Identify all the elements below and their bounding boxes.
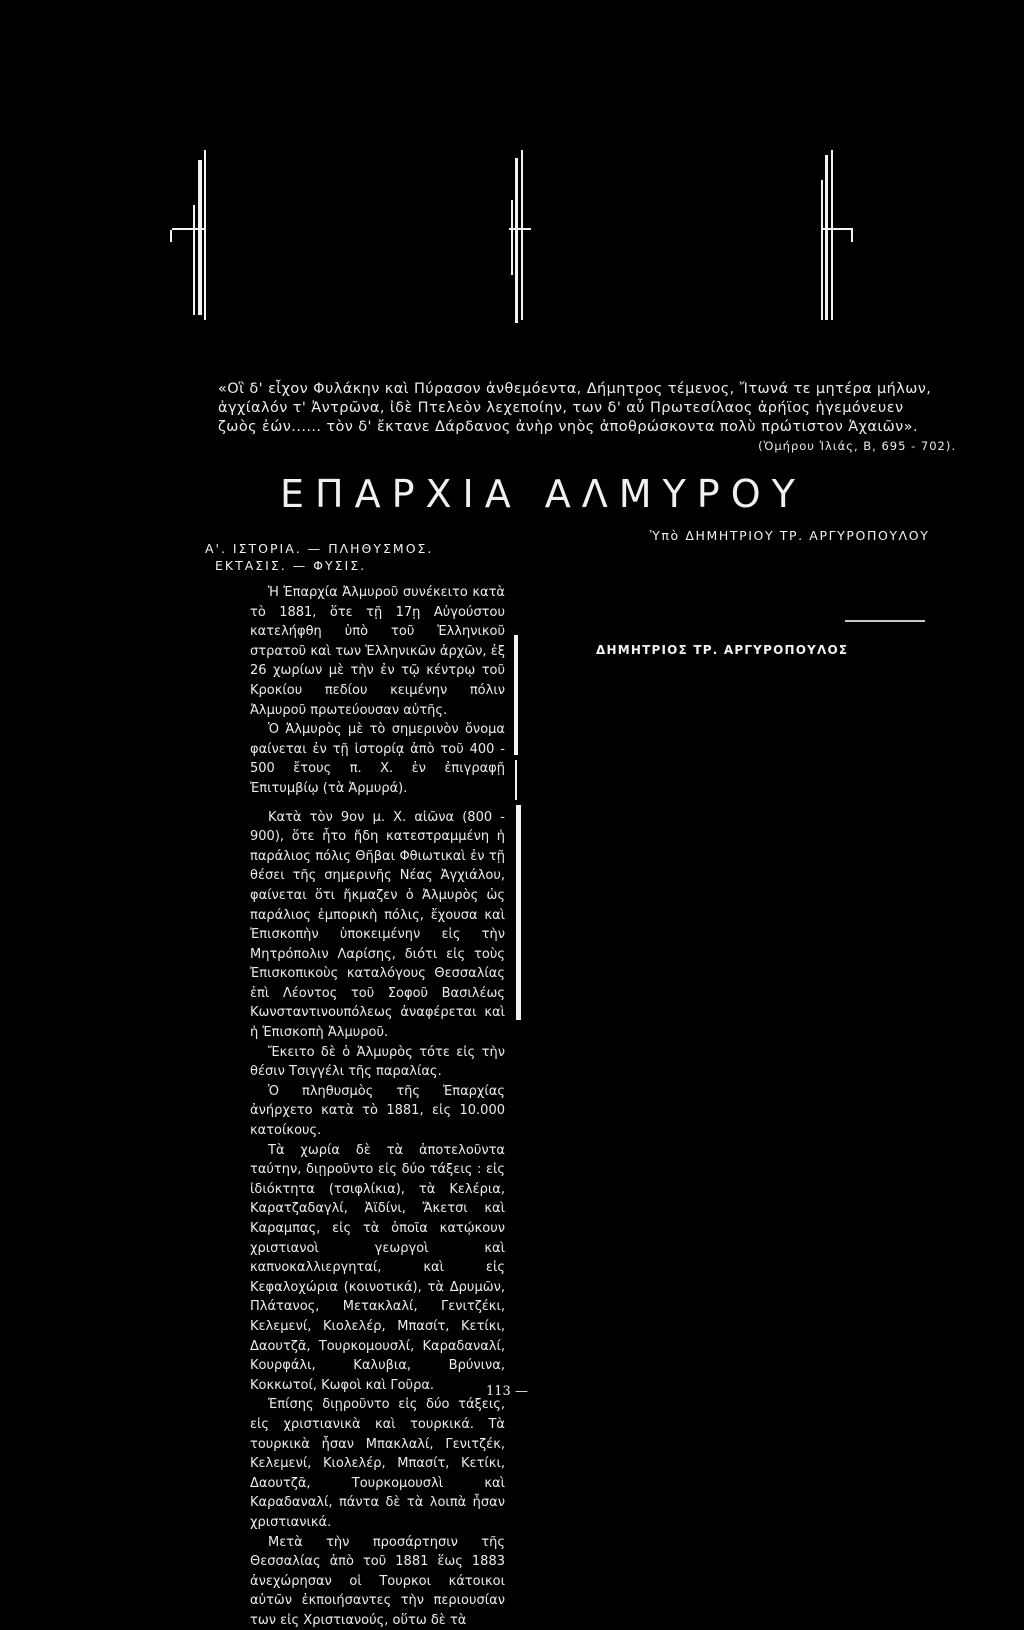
- section-heading-line-1: Α'. ΙΣΤΟΡΙΑ. — ΠΛΗΘΥΣΜΟΣ.: [205, 540, 433, 557]
- paragraph: Κατὰ τὸν 9ον μ. Χ. αἰῶνα (800 - 900), ὅτε ἦτο ἤδη κατεστραμμένη ἡ παράλιος πόλις Θῆβαι Φθιωτικαὶ ἐν τῇ θέσει τῆς σημερινῆς Νέας Ἀγχιάλου, φαίνεται ὅτι ἤκμαζεν ὁ Ἀλμυρὸς ὡς παράλιος ἐμπορικὴ πόλις, ἔχουσα καὶ Ἐπισκοπὴν ὑποκειμένην εἰς τὴν Μητρόπολιν Λαρίσης, διότι εἰς τοὺς Ἐπισκοπικοὺς καταλόγους Θεσσαλίας ἐπὶ Λέοντος τοῦ Σοφοῦ Βασιλέως Κωνσταντινουπόλεως ἀναφέρεται καὶ ἡ Ἐπισκοπὴ Ἀλμυροῦ.: [250, 808, 505, 1043]
- section-heading: [205, 540, 433, 574]
- epigraph-source: (Ὁμήρου Ἰλιάς, Β, 695 - 702).: [758, 437, 956, 456]
- paragraph: Ἔκειτο δὲ ὁ Ἀλμυρὸς τότε εἰς τὴν θέσιν Τσιγγέλι τῆς παραλίας.: [250, 1043, 505, 1082]
- paragraph: Ἐπίσης διῃροῦντο εἰς δύο τάξεις, εἰς χριστιανικὰ καὶ τουρκικά. Τὰ τουρκικὰ ἦσαν Μπακλαλί, Γενιτζέκ, Κελεμενί, Κιολελέρ, Μπασίτ, Κετίκι, Δαουτζᾶ, Τουρκομουσλὶ καὶ Καραδαναλί, πάντα δὲ τὰ λοιπὰ ἦσαν χριστιανικά.: [250, 1395, 505, 1532]
- column-ornament-center: [505, 150, 535, 325]
- paragraph: Ὁ πληθυσμὸς τῆς Ἐπαρχίας ἀνήρχετο κατὰ τὸ 1881, εἰς 10.000 κατοίκους.: [250, 1082, 505, 1141]
- author-signature: ΔΗΜΗΤΡΙΟΣ ΤΡ. ΑΡΓΥΡΟΠΟΥΛΟΣ: [596, 643, 848, 657]
- column-ornament-right: [815, 150, 855, 325]
- page-number: 113 —: [486, 1384, 528, 1399]
- epigraph-line: ἀγχίαλόν τ' Ἀντρῶνα, ἰδὲ Πτελεὸν λεχεποίην, των δ' αὖ Πρωτεσίλαος ἀρήϊος ἡγεμόνευεν: [218, 399, 978, 418]
- paragraph: Ἡ Ἐπαρχία Ἀλμυροῦ συνέκειτο κατὰ τὸ 1881, ὅτε τῇ 17ῃ Αὐγούστου κατελήφθη ὑπὸ τοῦ Ἑλληνικοῦ στρατοῦ καὶ των Ἑλληνικῶν ἀρχῶν, ἐξ 26 χωρίων μὲ τὴν ἐν τῷ κέντρῳ τοῦ Κροκίου πεδίου κειμένην πόλιν Ἀλμυροῦ πρωτεύουσαν αὐτῆς.: [250, 583, 505, 720]
- paragraph: Μετὰ τὴν προσάρτησιν τῆς Θεσσαλίας ἀπὸ τοῦ 1881 ἕως 1883 ἀνεχώρησαν οἱ Τουρκοι κάτοικοι αὐτῶν ἐκποιήσαντες τὴν περιουσίαν των εἰς Χριστιανούς, οὕτω δὲ τὰ: [250, 1533, 505, 1630]
- column-divider: [512, 635, 522, 1020]
- epigraph-line: ζωὸς ἐών...... τὸν δ' ἔκτανε Δάρδανος ἀνὴρ νηὸς ἀποθρώσκοντα πολὺ πρώτιστον Ἀχαιῶν».: [218, 418, 978, 437]
- column-ornament-left: [170, 150, 210, 325]
- homer-epigraph: [218, 380, 978, 437]
- author-byline: Ὑπὸ ΔΗΜΗΤΡΙΟΥ ΤΡ. ΑΡΓΥΡΟΠΟΥΛΟΥ: [650, 528, 929, 543]
- page-title: ΕΠΑΡΧΙΑ ΑΛΜΥΡΟΥ: [280, 472, 880, 516]
- paragraph: Ὁ Ἀλμυρὸς μὲ τὸ σημερινὸν ὄνομα φαίνεται ἐν τῇ ἱστορίᾳ ἀπὸ τοῦ 400 - 500 ἔτους π. Χ. ἐν ἐπιγραφῇ Ἐπιτυμβίῳ (τὰ Ἀρμυρά).: [250, 720, 505, 798]
- epigraph-line: «Οἳ δ' εἶχον Φυλάκην καὶ Πύρασον ἀνθεμόεντα, Δήμητρος τέμενος, Ἴτωνά τε μητέρα μήλων,: [218, 380, 978, 399]
- article-body: [250, 583, 505, 1630]
- decorative-rule: [845, 620, 925, 622]
- paragraph: Τὰ χωρία δὲ τὰ ἀποτελοῦντα ταύτην, διῃροῦντο εἰς δύο τάξεις : εἰς ἰδιόκτητα (τσιφλίκια), τὰ Κελέρια, Καρατζαδαγλί, Ἀϊδίνι, Ἄκετσι καὶ Καραμπας, εἰς τὰ ὁποῖα κατῴκουν χριστιανοὶ γεωργοὶ καὶ καπνοκαλλιεργηταί, καὶ εἰς Κεφαλοχώρια (κοινοτικά), τὰ Δρυμῶν, Πλάτανος, Μετακλαλί, Γενιτζέκι, Κελεμενί, Κιολελέρ, Μπασίτ, Κετίκι, Δαουτζᾶ, Τουρκομουσλί, Καραδαναλί, Κουρφάλι, Καλυβια, Βρύνινα, Κοκκωτοί, Κωφοὶ καὶ Γοῦρα.: [250, 1141, 505, 1396]
- section-heading-line-2: ΕΚΤΑΣΙΣ. — ΦΥΣΙΣ.: [205, 557, 433, 574]
